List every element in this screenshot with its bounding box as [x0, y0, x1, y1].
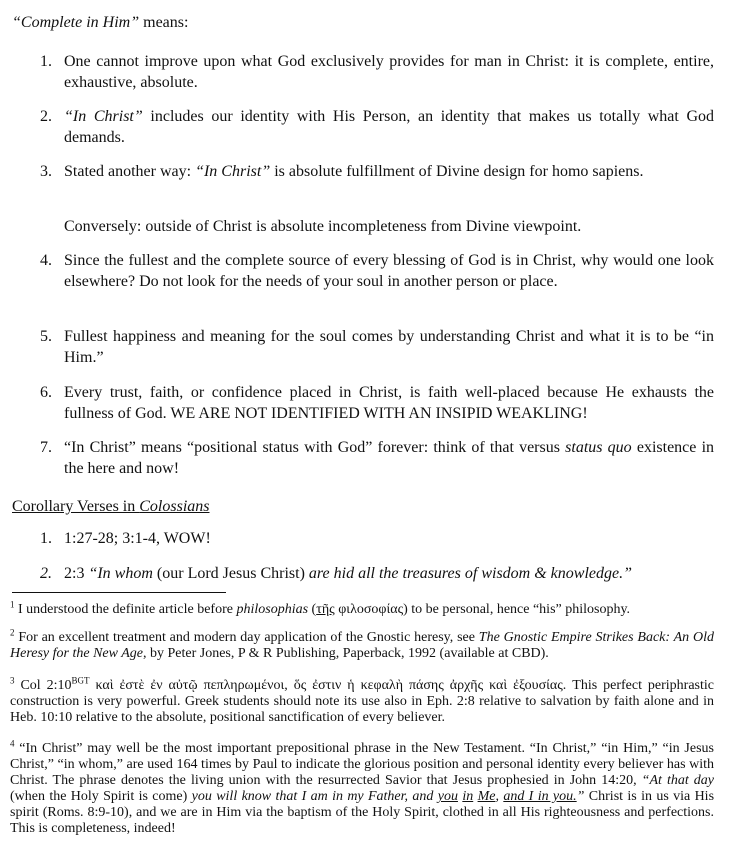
footnote-text: Christ is in us via His spirit (Roms. 8:9-10), and we are in Him via the baptism of the Holy Spirit, clothed in all His righteousness and perfections. This is completeness, indeed! — [10, 789, 715, 836]
list-item — [40, 437, 714, 479]
footnote-greek-article: τῆς — [316, 602, 335, 617]
list-item — [40, 106, 714, 148]
item-text: Since the fullest and the complete source of every blessing of God is in Christ, why would one look elsewhere? Do not look for the needs of your soul in another person or place. — [64, 252, 714, 290]
footnote-2 — [10, 627, 715, 662]
item-number: 7. — [40, 439, 52, 456]
item-text — [64, 106, 714, 148]
footnote-italic: “At that day — [641, 773, 714, 788]
footnote-italic: you will know that I am in my Father, and — [191, 789, 438, 804]
footnote-text: For an excellent treatment and modern day application of the Gnostic heresy, see — [14, 630, 479, 645]
item-text — [64, 161, 714, 182]
item-text: One cannot improve upon what God exclusively provides for man in Christ: it is complete, entire, exhaustive, absolute. — [64, 53, 714, 91]
verse-item — [40, 528, 714, 549]
footnote-italic-underlined: you — [437, 789, 458, 804]
item-text: Every trust, faith, or confidence placed in Christ, is faith well-placed because He exhausts the fullness of God. WE ARE NOT IDENTIFIED WITH AN INSIPID WEAKLING! — [64, 384, 714, 422]
footnote-italic: The Gnostic Empire Strikes Back: An Old Heresy for the New Age — [10, 630, 715, 661]
footnote-text: (when the Holy Spirit is come) — [10, 789, 192, 804]
footnote-text: ( — [308, 602, 317, 617]
footnote-mark: 1 — [10, 599, 15, 610]
item-number: 5. — [40, 328, 52, 345]
list-item — [40, 382, 714, 424]
verse-number: 2. — [40, 565, 52, 582]
corollary-heading — [12, 497, 740, 517]
item-text — [64, 437, 714, 479]
item-italic: “In Christ” — [64, 108, 143, 125]
footnote-text: Col 2:10 — [14, 678, 72, 693]
verse-ref: 2:3 — [64, 565, 89, 582]
footnote-greek: καὶ ἐστὲ ἐν αὐτῷ πεπληρωμένοι, ὅς ἐστιν ἡ κεφαλὴ πάσης ἀρχῆς καὶ ἐξουσίας. — [89, 678, 567, 693]
item-text-rest: is absolute fulfillment of Divine design for homo sapiens. — [270, 163, 644, 180]
footnote-text: , by Peter Jones, P & R Publishing, Paperback, 1992 (available at CBD). — [142, 646, 549, 661]
footnote-text: “In Christ” may well be the most important prepositional phrase in the New Testament. “In Christ,” “in Him,” “in Jesus Christ,” “in whom,” are used 164 times by Paul to indicate the glorious position and personal identity every believer has with Christ. The phrase denotes the living union with the resurrected Savior that Jesus prophesied in John 14:20, — [10, 741, 714, 788]
footnote-italic-underlined: and I in you. — [503, 789, 577, 804]
footnote-separator — [12, 592, 226, 593]
footnote-italic: ” — [576, 789, 585, 804]
item-italic: “In Christ” — [195, 163, 271, 180]
verse-text: 1:27-28; 3:1-4, WOW! — [64, 530, 211, 547]
footnote-text: φιλοσοφίας) to be personal, hence “his” philosophy. — [334, 602, 631, 617]
item-number: 4. — [40, 252, 52, 269]
item-number: 1. — [40, 53, 52, 70]
item-text: Fullest happiness and meaning for the soul comes by understanding Christ and what it is to be “in Him.” — [64, 328, 714, 366]
item-text-rest: existence in the here and now! — [64, 439, 715, 477]
verse-italic: are hid all the treasures of wisdom & knowledge.” — [308, 565, 632, 582]
item-text-pre: “In Christ” means “positional status with God” forever: think of that versus — [64, 439, 566, 456]
footnote-italic-underlined: Me — [477, 789, 496, 804]
item-text-rest: includes our identity with His Person, an identity that makes us totally what God demands. — [64, 108, 715, 146]
item-text-pre: Stated another way: — [64, 163, 196, 180]
verse-plain: (our Lord Jesus Christ) — [152, 565, 309, 582]
footnote-3 — [10, 675, 714, 726]
heading-italic: Colossians — [139, 498, 210, 515]
footnote-sup: BGT — [71, 675, 90, 686]
footnote-mark: 3 — [10, 675, 15, 686]
list-item — [40, 326, 714, 368]
list-item — [40, 250, 714, 292]
item-italic: status quo — [565, 439, 632, 456]
item-number: 3. — [40, 163, 52, 180]
footnote-italic-underlined: in — [462, 789, 474, 804]
intro-line — [12, 13, 740, 33]
item-number: 2. — [40, 108, 52, 125]
footnote-italic: , — [495, 789, 504, 804]
list-item — [40, 161, 714, 182]
intro-title-rest: means: — [139, 14, 189, 31]
item-number: 6. — [40, 384, 52, 401]
footnote-text: I understood the definite article before — [14, 602, 237, 617]
conversely-note: Conversely: outside of Christ is absolute incompleteness from Divine viewpoint. — [64, 218, 582, 235]
footnote-mark: 2 — [10, 627, 15, 638]
footnote-4 — [10, 738, 715, 837]
footnote-italic: philosophias — [236, 602, 309, 617]
verse-italic: “In whom — [88, 565, 153, 582]
footnote-1 — [10, 599, 714, 618]
verse-text — [64, 563, 714, 584]
footnote-mark: 4 — [10, 738, 15, 749]
verse-number: 1. — [40, 530, 52, 547]
heading-plain: Corollary Verses in — [12, 498, 140, 515]
footnote-text: This perfect periphrastic construction is very powerful. Greek students should note its use also in Eph. 2:8 relative to salvation by faith alone and in Heb. 10:10 relative to the absolute, positional sanctification of every believer. — [10, 678, 714, 725]
list-item — [40, 51, 714, 93]
verse-item — [40, 563, 714, 584]
intro-title: “Complete in Him” — [12, 14, 140, 31]
